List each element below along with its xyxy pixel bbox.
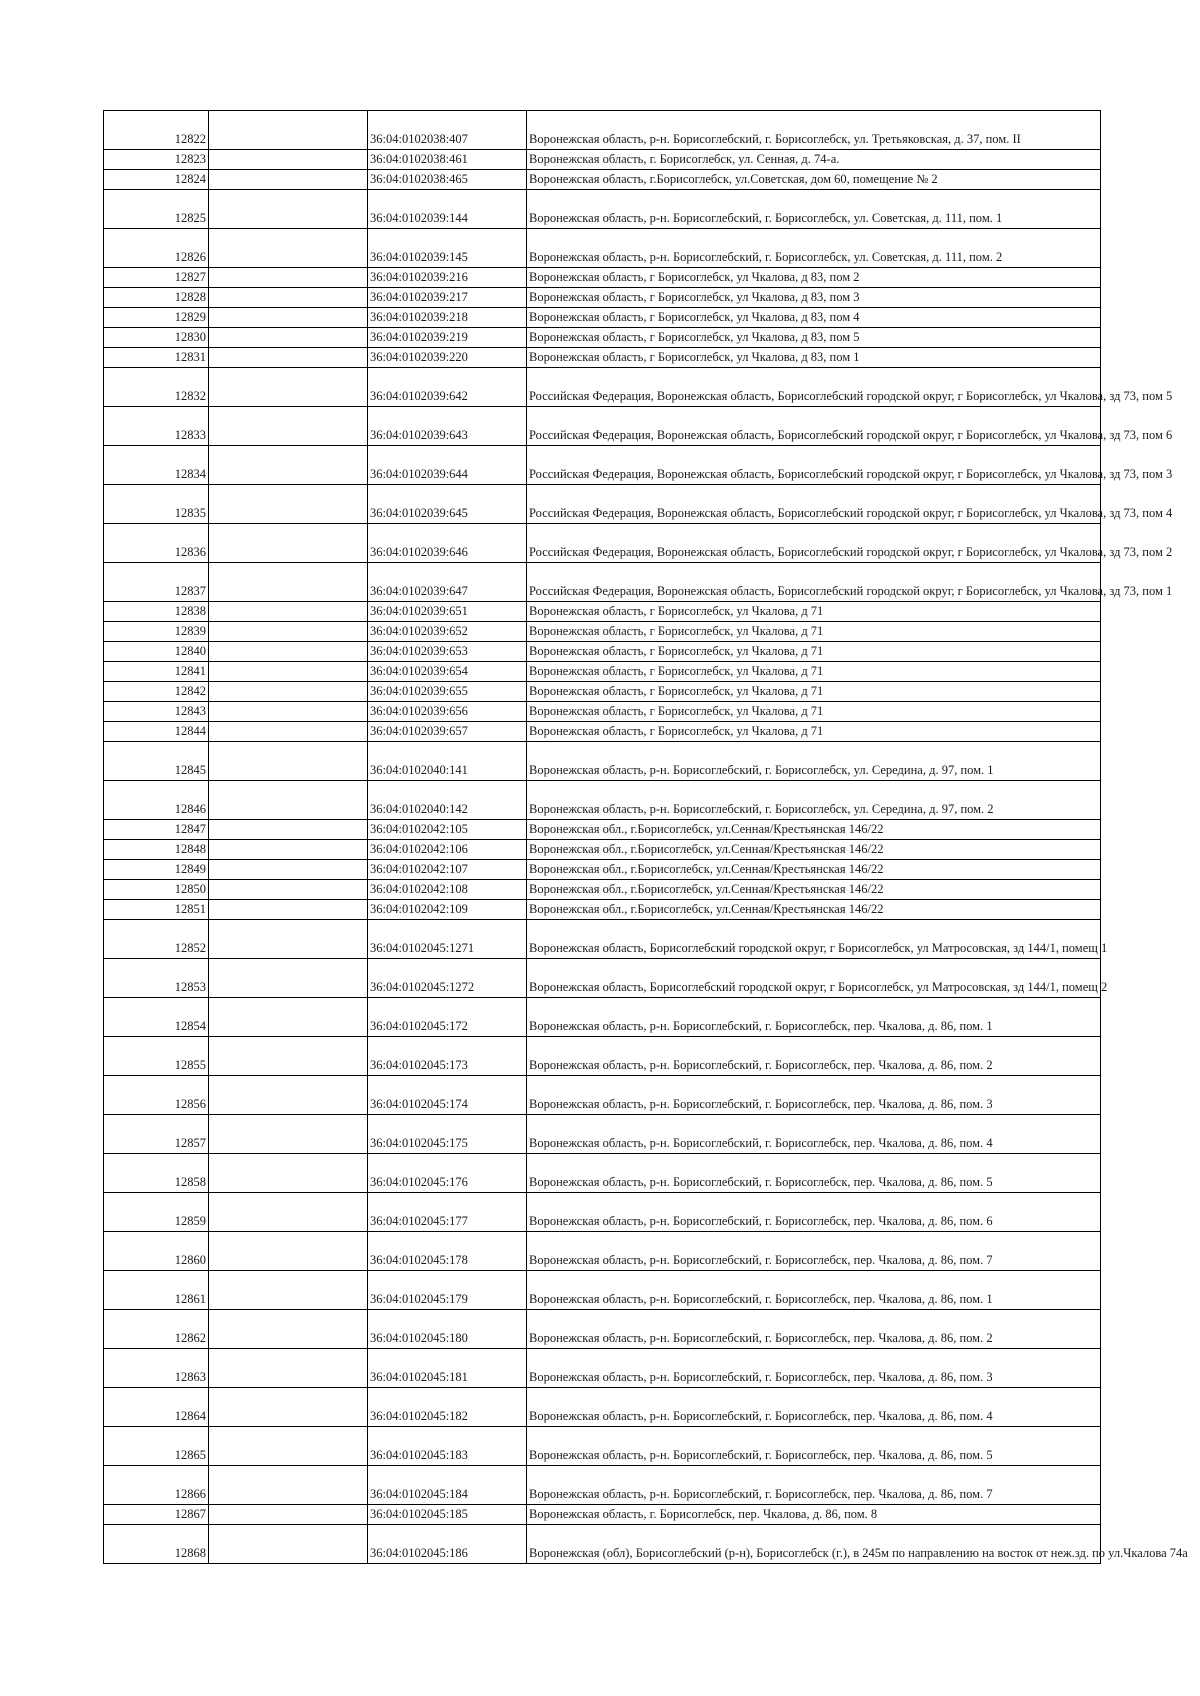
empty-cell — [209, 1525, 368, 1564]
address: Воронежская область, г Борисоглебск, ул Чкалова, д 71 — [527, 622, 1101, 642]
row-number: 12826 — [104, 229, 209, 268]
row-number: 12825 — [104, 190, 209, 229]
address: Воронежская область, г.Борисоглебск, ул.Советская, дом 60, помещение № 2 — [527, 170, 1101, 190]
row-number: 12856 — [104, 1076, 209, 1115]
empty-cell — [209, 150, 368, 170]
address: Воронежская область, г Борисоглебск, ул Чкалова, д 71 — [527, 642, 1101, 662]
row-number: 12868 — [104, 1525, 209, 1564]
address: Воронежская область, г Борисоглебск, ул Чкалова, д 71 — [527, 662, 1101, 682]
row-number: 12841 — [104, 662, 209, 682]
empty-cell — [209, 1466, 368, 1505]
row-number: 12858 — [104, 1154, 209, 1193]
table-row — [104, 170, 1101, 190]
empty-cell — [209, 959, 368, 998]
table-row — [104, 840, 1101, 860]
address: Воронежская область, г Борисоглебск, ул Чкалова, д 83, пом 1 — [527, 348, 1101, 368]
empty-cell — [209, 840, 368, 860]
table-row — [104, 702, 1101, 722]
table-row — [104, 1466, 1101, 1505]
row-number: 12850 — [104, 880, 209, 900]
empty-cell — [209, 622, 368, 642]
empty-cell — [209, 485, 368, 524]
table-row — [104, 190, 1101, 229]
table-row — [104, 998, 1101, 1037]
row-number: 12847 — [104, 820, 209, 840]
empty-cell — [209, 722, 368, 742]
address: Воронежская область, р-н. Борисоглебский, г. Борисоглебск, пер. Чкалова, д. 86, пом. 5 — [527, 1427, 1101, 1466]
cadastral-number: 36:04:0102039:219 — [368, 328, 527, 348]
empty-cell — [209, 662, 368, 682]
row-number: 12831 — [104, 348, 209, 368]
table-row — [104, 1427, 1101, 1466]
address: Воронежская область, г. Борисоглебск, ул. Сенная, д. 74-а. — [527, 150, 1101, 170]
cadastral-number: 36:04:0102045:185 — [368, 1505, 527, 1525]
row-number: 12828 — [104, 288, 209, 308]
cadastral-number: 36:04:0102039:653 — [368, 642, 527, 662]
table-row — [104, 880, 1101, 900]
row-number: 12859 — [104, 1193, 209, 1232]
cadastral-number: 36:04:0102038:465 — [368, 170, 527, 190]
row-number: 12845 — [104, 742, 209, 781]
address: Воронежская область, р-н. Борисоглебский, г. Борисоглебск, ул. Третьяковская, д. 37, пом. II — [527, 111, 1101, 150]
table-row — [104, 722, 1101, 742]
table-row — [104, 407, 1101, 446]
table-row — [104, 446, 1101, 485]
table-row — [104, 642, 1101, 662]
table-row — [104, 288, 1101, 308]
empty-cell — [209, 368, 368, 407]
cadastral-number: 36:04:0102038:461 — [368, 150, 527, 170]
table-row — [104, 1037, 1101, 1076]
cadastral-number: 36:04:0102039:145 — [368, 229, 527, 268]
row-number: 12839 — [104, 622, 209, 642]
table-row — [104, 742, 1101, 781]
address: Российская Федерация, Воронежская область, Борисоглебский городской округ, г Борисоглебск, ул Чкалова, зд 73, пом 5 — [527, 368, 1101, 407]
row-number: 12836 — [104, 524, 209, 563]
cadastral-number: 36:04:0102039:218 — [368, 308, 527, 328]
table-row — [104, 328, 1101, 348]
cadastral-number: 36:04:0102039:646 — [368, 524, 527, 563]
address: Воронежская область, р-н. Борисоглебский, г. Борисоглебск, пер. Чкалова, д. 86, пом. 3 — [527, 1076, 1101, 1115]
address: Воронежская область, р-н. Борисоглебский, г. Борисоглебск, ул. Середина, д. 97, пом. 2 — [527, 781, 1101, 820]
address: Воронежская область, р-н. Борисоглебский, г. Борисоглебск, ул. Советская, д. 111, пом. 1 — [527, 190, 1101, 229]
address: Воронежская область, р-н. Борисоглебский, г. Борисоглебск, пер. Чкалова, д. 86, пом. 2 — [527, 1310, 1101, 1349]
address: Воронежская область, р-н. Борисоглебский, г. Борисоглебск, пер. Чкалова, д. 86, пом. 4 — [527, 1388, 1101, 1427]
empty-cell — [209, 1115, 368, 1154]
address: Российская Федерация, Воронежская область, Борисоглебский городской округ, г Борисоглебск, ул Чкалова, зд 73, пом 6 — [527, 407, 1101, 446]
empty-cell — [209, 1193, 368, 1232]
cadastral-number: 36:04:0102039:220 — [368, 348, 527, 368]
table-row — [104, 1349, 1101, 1388]
empty-cell — [209, 407, 368, 446]
empty-cell — [209, 1349, 368, 1388]
cadastral-number: 36:04:0102042:108 — [368, 880, 527, 900]
cadastral-number: 36:04:0102039:644 — [368, 446, 527, 485]
empty-cell — [209, 880, 368, 900]
cadastral-number: 36:04:0102040:141 — [368, 742, 527, 781]
row-number: 12830 — [104, 328, 209, 348]
table-row — [104, 368, 1101, 407]
empty-cell — [209, 781, 368, 820]
table-row — [104, 308, 1101, 328]
row-number: 12844 — [104, 722, 209, 742]
address: Воронежская область, г Борисоглебск, ул Чкалова, д 71 — [527, 722, 1101, 742]
row-number: 12864 — [104, 1388, 209, 1427]
table-row — [104, 602, 1101, 622]
address: Российская Федерация, Воронежская область, Борисоглебский городской округ, г Борисоглебск, ул Чкалова, зд 73, пом 4 — [527, 485, 1101, 524]
table-row — [104, 820, 1101, 840]
table-row — [104, 900, 1101, 920]
empty-cell — [209, 920, 368, 959]
cadastral-number: 36:04:0102045:1272 — [368, 959, 527, 998]
empty-cell — [209, 602, 368, 622]
table-row — [104, 563, 1101, 602]
cadastral-number: 36:04:0102040:142 — [368, 781, 527, 820]
empty-cell — [209, 1271, 368, 1310]
address: Воронежская область, г Борисоглебск, ул Чкалова, д 83, пом 5 — [527, 328, 1101, 348]
row-number: 12837 — [104, 563, 209, 602]
address: Воронежская область, р-н. Борисоглебский, г. Борисоглебск, пер. Чкалова, д. 86, пом. 3 — [527, 1349, 1101, 1388]
cadastral-number: 36:04:0102039:652 — [368, 622, 527, 642]
empty-cell — [209, 348, 368, 368]
table-row — [104, 781, 1101, 820]
table-row — [104, 1388, 1101, 1427]
empty-cell — [209, 446, 368, 485]
cadastral-number: 36:04:0102045:175 — [368, 1115, 527, 1154]
table-row — [104, 1505, 1101, 1525]
row-number: 12867 — [104, 1505, 209, 1525]
address: Воронежская обл., г.Борисоглебск, ул.Сенная/Крестьянская 146/22 — [527, 840, 1101, 860]
cadastral-number: 36:04:0102045:184 — [368, 1466, 527, 1505]
empty-cell — [209, 524, 368, 563]
registry-table-body — [104, 111, 1188, 1564]
empty-cell — [209, 111, 368, 150]
empty-cell — [209, 190, 368, 229]
cadastral-number: 36:04:0102039:655 — [368, 682, 527, 702]
address: Воронежская обл., г.Борисоглебск, ул.Сенная/Крестьянская 146/22 — [527, 860, 1101, 880]
empty-cell — [209, 288, 368, 308]
address: Воронежская обл., г.Борисоглебск, ул.Сенная/Крестьянская 146/22 — [527, 820, 1101, 840]
empty-cell — [209, 642, 368, 662]
row-number: 12838 — [104, 602, 209, 622]
empty-cell — [209, 308, 368, 328]
table-row — [104, 524, 1101, 563]
address: Воронежская область, р-н. Борисоглебский, г. Борисоглебск, пер. Чкалова, д. 86, пом. 4 — [527, 1115, 1101, 1154]
empty-cell — [209, 900, 368, 920]
empty-cell — [209, 702, 368, 722]
address: Воронежская область, г. Борисоглебск, пер. Чкалова, д. 86, пом. 8 — [527, 1505, 1101, 1525]
address: Воронежская обл., г.Борисоглебск, ул.Сенная/Крестьянская 146/22 — [527, 900, 1101, 920]
cadastral-number: 36:04:0102045:1271 — [368, 920, 527, 959]
row-number: 12851 — [104, 900, 209, 920]
cadastral-number: 36:04:0102038:407 — [368, 111, 527, 150]
cadastral-number: 36:04:0102042:105 — [368, 820, 527, 840]
empty-cell — [209, 268, 368, 288]
cadastral-number: 36:04:0102045:177 — [368, 1193, 527, 1232]
cadastral-number: 36:04:0102039:654 — [368, 662, 527, 682]
address: Воронежская область, г Борисоглебск, ул Чкалова, д 71 — [527, 702, 1101, 722]
table-row — [104, 1115, 1101, 1154]
cadastral-number: 36:04:0102039:647 — [368, 563, 527, 602]
cadastral-number: 36:04:0102045:180 — [368, 1310, 527, 1349]
cadastral-number: 36:04:0102039:642 — [368, 368, 527, 407]
table-row — [104, 111, 1101, 150]
table-row — [104, 1193, 1101, 1232]
row-number: 12829 — [104, 308, 209, 328]
empty-cell — [209, 1427, 368, 1466]
row-number: 12822 — [104, 111, 209, 150]
table-row — [104, 662, 1101, 682]
row-number: 12840 — [104, 642, 209, 662]
empty-cell — [209, 1232, 368, 1271]
row-number: 12857 — [104, 1115, 209, 1154]
cadastral-number: 36:04:0102039:645 — [368, 485, 527, 524]
row-number: 12852 — [104, 920, 209, 959]
table-row — [104, 1232, 1101, 1271]
cadastral-number: 36:04:0102039:144 — [368, 190, 527, 229]
row-number: 12846 — [104, 781, 209, 820]
empty-cell — [209, 563, 368, 602]
row-number: 12853 — [104, 959, 209, 998]
table-row — [104, 1310, 1101, 1349]
address: Российская Федерация, Воронежская область, Борисоглебский городской округ, г Борисоглебск, ул Чкалова, зд 73, пом 1 — [527, 563, 1101, 602]
cadastral-number: 36:04:0102039:217 — [368, 288, 527, 308]
cadastral-number: 36:04:0102045:186 — [368, 1525, 527, 1564]
row-number: 12865 — [104, 1427, 209, 1466]
registry-table — [103, 110, 1188, 1564]
address: Воронежская область, г Борисоглебск, ул Чкалова, д 83, пом 3 — [527, 288, 1101, 308]
table-row — [104, 150, 1101, 170]
address: Российская Федерация, Воронежская область, Борисоглебский городской округ, г Борисоглебск, ул Чкалова, зд 73, пом 3 — [527, 446, 1101, 485]
row-number: 12827 — [104, 268, 209, 288]
address: Воронежская область, р-н. Борисоглебский, г. Борисоглебск, пер. Чкалова, д. 86, пом. 2 — [527, 1037, 1101, 1076]
empty-cell — [209, 1310, 368, 1349]
address: Воронежская область, Борисоглебский городской округ, г Борисоглебск, ул Матросовская, зд 144/1, помещ 1 — [527, 920, 1101, 959]
table-row — [104, 1525, 1101, 1564]
cadastral-number: 36:04:0102039:651 — [368, 602, 527, 622]
cadastral-number: 36:04:0102042:106 — [368, 840, 527, 860]
empty-cell — [209, 1037, 368, 1076]
empty-cell — [209, 1505, 368, 1525]
table-row — [104, 348, 1101, 368]
table-row — [104, 1076, 1101, 1115]
cadastral-number: 36:04:0102045:181 — [368, 1349, 527, 1388]
row-number: 12834 — [104, 446, 209, 485]
table-row — [104, 229, 1101, 268]
empty-cell — [209, 229, 368, 268]
empty-cell — [209, 1154, 368, 1193]
row-number: 12862 — [104, 1310, 209, 1349]
table-row — [104, 268, 1101, 288]
row-number: 12866 — [104, 1466, 209, 1505]
table-row — [104, 920, 1101, 959]
address: Воронежская область, р-н. Борисоглебский, г. Борисоглебск, пер. Чкалова, д. 86, пом. 6 — [527, 1193, 1101, 1232]
table-row — [104, 485, 1101, 524]
table-row — [104, 1154, 1101, 1193]
cadastral-number: 36:04:0102045:182 — [368, 1388, 527, 1427]
empty-cell — [209, 998, 368, 1037]
row-number: 12849 — [104, 860, 209, 880]
row-number: 12842 — [104, 682, 209, 702]
empty-cell — [209, 1388, 368, 1427]
row-number: 12833 — [104, 407, 209, 446]
empty-cell — [209, 742, 368, 781]
cadastral-number: 36:04:0102045:174 — [368, 1076, 527, 1115]
row-number: 12835 — [104, 485, 209, 524]
cadastral-number: 36:04:0102039:216 — [368, 268, 527, 288]
row-number: 12823 — [104, 150, 209, 170]
row-number: 12843 — [104, 702, 209, 722]
empty-cell — [209, 820, 368, 840]
address: Воронежская область, г Борисоглебск, ул Чкалова, д 71 — [527, 682, 1101, 702]
address: Воронежская область, г Борисоглебск, ул Чкалова, д 83, пом 2 — [527, 268, 1101, 288]
table-row — [104, 682, 1101, 702]
cadastral-number: 36:04:0102045:173 — [368, 1037, 527, 1076]
row-number: 12824 — [104, 170, 209, 190]
cadastral-number: 36:04:0102039:656 — [368, 702, 527, 722]
address: Воронежская (обл), Борисоглебский (р-н), Борисоглебск (г.), в 245м по направлению на восток от неж.зд. по ул.Чкалова 74а — [527, 1525, 1101, 1564]
address: Воронежская область, Борисоглебский городской округ, г Борисоглебск, ул Матросовская, зд 144/1, помещ 2 — [527, 959, 1101, 998]
row-number: 12863 — [104, 1349, 209, 1388]
address: Воронежская область, г Борисоглебск, ул Чкалова, д 83, пом 4 — [527, 308, 1101, 328]
table-row — [104, 622, 1101, 642]
row-number: 12848 — [104, 840, 209, 860]
cadastral-number: 36:04:0102039:657 — [368, 722, 527, 742]
address: Воронежская область, р-н. Борисоглебский, г. Борисоглебск, ул. Середина, д. 97, пом. 1 — [527, 742, 1101, 781]
empty-cell — [209, 170, 368, 190]
empty-cell — [209, 860, 368, 880]
row-number: 12832 — [104, 368, 209, 407]
cadastral-number: 36:04:0102045:179 — [368, 1271, 527, 1310]
empty-cell — [209, 1076, 368, 1115]
row-number: 12860 — [104, 1232, 209, 1271]
cadastral-number: 36:04:0102045:172 — [368, 998, 527, 1037]
address: Воронежская область, р-н. Борисоглебский, г. Борисоглебск, пер. Чкалова, д. 86, пом. 5 — [527, 1154, 1101, 1193]
address: Российская Федерация, Воронежская область, Борисоглебский городской округ, г Борисоглебск, ул Чкалова, зд 73, пом 2 — [527, 524, 1101, 563]
address: Воронежская область, р-н. Борисоглебский, г. Борисоглебск, пер. Чкалова, д. 86, пом. 7 — [527, 1466, 1101, 1505]
address: Воронежская область, р-н. Борисоглебский, г. Борисоглебск, пер. Чкалова, д. 86, пом. 1 — [527, 998, 1101, 1037]
address: Воронежская область, р-н. Борисоглебский, г. Борисоглебск, ул. Советская, д. 111, пом. 2 — [527, 229, 1101, 268]
row-number: 12861 — [104, 1271, 209, 1310]
address: Воронежская область, р-н. Борисоглебский, г. Борисоглебск, пер. Чкалова, д. 86, пом. 7 — [527, 1232, 1101, 1271]
address: Воронежская обл., г.Борисоглебск, ул.Сенная/Крестьянская 146/22 — [527, 880, 1101, 900]
cadastral-number: 36:04:0102042:107 — [368, 860, 527, 880]
cadastral-number: 36:04:0102042:109 — [368, 900, 527, 920]
table-row — [104, 1271, 1101, 1310]
cadastral-number: 36:04:0102045:176 — [368, 1154, 527, 1193]
address: Воронежская область, р-н. Борисоглебский, г. Борисоглебск, пер. Чкалова, д. 86, пом. 1 — [527, 1271, 1101, 1310]
row-number: 12855 — [104, 1037, 209, 1076]
cadastral-number: 36:04:0102045:178 — [368, 1232, 527, 1271]
address: Воронежская область, г Борисоглебск, ул Чкалова, д 71 — [527, 602, 1101, 622]
row-number: 12854 — [104, 998, 209, 1037]
empty-cell — [209, 682, 368, 702]
cadastral-number: 36:04:0102045:183 — [368, 1427, 527, 1466]
cadastral-number: 36:04:0102039:643 — [368, 407, 527, 446]
empty-cell — [209, 328, 368, 348]
table-row — [104, 860, 1101, 880]
table-row — [104, 959, 1101, 998]
